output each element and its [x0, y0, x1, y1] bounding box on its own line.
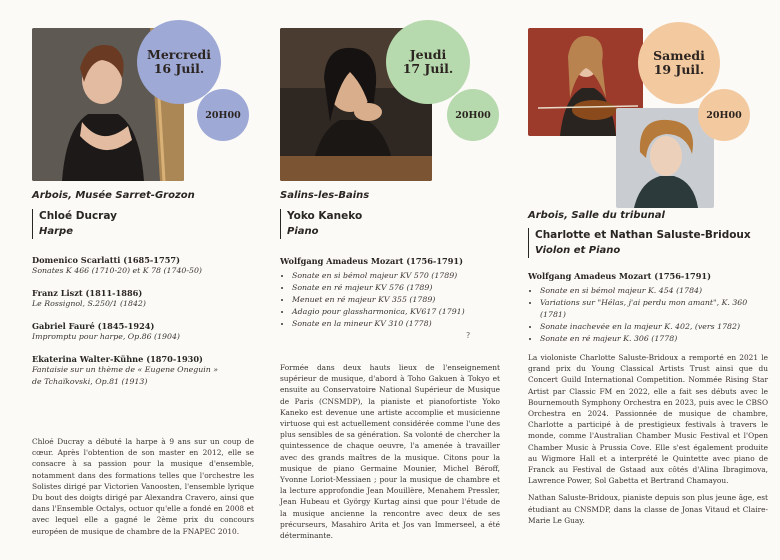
venue-label: Salins-les-Bains [280, 190, 370, 201]
concert-column-1 [0, 0, 260, 560]
concert-column-3 [520, 0, 780, 560]
bio-paragraph: Chloé Ducray a débuté la harpe à 9 ans sur un coup de cœur. Après l'obtention de son master en 2012, elle se consacre à sa passion pour la musique d'ensemble, notamment dans des formations telles que l'orchestre les Solistes dirigé par Victorien Vanoosten, l'ensemble lyrique Du bout des doigts dirigé par Alexandra Cravero, ainsi que dans l'Ensemble Octalys, octuor qu'elle a fondé en 2008 et avec lequel elle a gagné le 2ème prix du concours européen de musique de chambre de la FNAPEC 2010. [32, 437, 254, 536]
stray-mark: ? [466, 331, 471, 340]
venue-label: Arbois, Musée Sarret-Grozon [32, 190, 195, 201]
program-item [32, 288, 252, 310]
composer-name: Ekaterina Walter-Kühne (1870-1930) [32, 354, 203, 364]
artist-name: Charlotte et Nathan Saluste-Bridoux [535, 229, 751, 241]
bio-paragraph: La violoniste Charlotte Saluste-Bridoux a remporté en 2021 le grand prix du Young Classical Artists Trust ainsi que du Concert Guild International Competition. Nommée Rising Star Artist par Classic FM en 2022, elle a fait ses débuts avec le Bournemouth Symphony Orchestra en 2023, puis avec le CBSO Orchestra en 2024. Passionnée de musique de chambre, Charlotte a participé à de prestigieux festivals à travers le monde, comme l'Australian Chamber Music Festival et l'Open Chamber Music à Prussia Cove. Elle s'est également produite au Wigmore Hall et a interprété le Quintette avec piano de Franck au Festival de Gstaad aux côtés d'Alina Ibragimova, Lawrence Power, Sol Gabetta et Bertrand Chamayou. [528, 353, 768, 486]
date-label: 16 Juil. [153, 61, 205, 76]
instrument-label: Violon et Piano [535, 245, 621, 256]
work-title: • Sonate en ré majeur K. 306 (1778) [540, 333, 768, 345]
program-list [280, 256, 510, 330]
date-label: 17 Juil. [402, 61, 454, 76]
instrument-label: Harpe [39, 226, 73, 237]
bio-paragraph: Nathan Saluste-Bridoux, pianiste depuis son plus jeune âge, est étudiant au CNSMDP, dans la classe de Jonas Vitaud et Claire-Marie Le Guay. [528, 493, 768, 525]
artist-name: Chloé Ducray [39, 210, 117, 222]
work-title: • Sonate en la mineur KV 310 (1778) [292, 318, 510, 330]
artist-box [280, 209, 362, 239]
composer-name: Gabriel Fauré (1845-1924) [32, 321, 155, 331]
time-label: 20H00 [706, 109, 742, 121]
work-title: Sonates K 466 (1710-20) et K 78 (1740-50) [32, 266, 202, 275]
time-circle [197, 89, 249, 141]
work-title: Fantaisie sur un thème de « Eugene Oneguin » [32, 365, 218, 374]
program-item [32, 321, 252, 343]
program-list [528, 271, 768, 345]
time-label: 20H00 [205, 109, 241, 121]
time-circle [447, 89, 499, 141]
composer-name: Franz Liszt (1811-1886) [32, 288, 143, 298]
work-title: • Sonate en ré majeur KV 576 (1789) [292, 282, 510, 294]
work-title: • Variations sur "Hélas, j'ai perdu mon amant", K. 360 (1781) [540, 297, 768, 321]
date-circle-thursday [386, 20, 470, 104]
works-list [528, 285, 768, 345]
work-title: Impromptu pour harpe, Op.86 (1904) [32, 332, 180, 341]
artist-bio [280, 362, 500, 547]
work-title: • Adagio pour glassharmonica, KV617 (1791) [292, 306, 510, 318]
date-circle-saturday [638, 22, 720, 104]
date-label: 19 Juil. [653, 62, 705, 77]
work-title: • Sonate en si bémol majeur KV 570 (1789) [292, 270, 510, 282]
artist-bio [32, 436, 254, 543]
artist-box [32, 209, 117, 239]
composer-name: Wolfgang Amadeus Mozart (1756-1791) [528, 271, 711, 281]
date-circle-wednesday [137, 20, 221, 104]
venue-label: Arbois, Salle du tribunal [528, 210, 665, 221]
day-label: Samedi [653, 47, 705, 63]
work-title: • Sonate inachevée en la majeur K. 402, (vers 1782) [540, 321, 768, 333]
artist-name: Yoko Kaneko [287, 210, 363, 222]
work-title: • Sonate en si bémol majeur K. 454 (1784) [540, 285, 768, 297]
composer-name: Domenico Scarlatti (1685-1757) [32, 255, 180, 265]
bio-paragraph: Formée dans deux hauts lieux de l'enseignement supérieur de musique, d'abord à Toho Gakuen à Tokyo et ensuite au Conservatoire National Supérieur de Musique de Paris (CNSMDP), la pianiste et pianofortiste Yoko Kaneko est devenue une artiste accomplie et musicienne virtuose qui est actuellement considérée comme l'une des plus sensibles de sa génération. Sa volonté de chercher la quintessence de chaque oeuvre, l'a amenée à travailler avec des grands maîtres de la musique. Citons pour la musique de piano Germaine Mounier, Michel Béroff, Yvonne Loriot-Messiaen ; pour la musique de chambre et la lecture approfondie Jean Mouillère, Menahem Pressler, Jean Hubeau et György Kurtag ainsi que pour l'étude de la musique ancienne la rencontre avec deux de ses précurseurs, Masahiro Arita et Jos van Immerseel, a été déterminante. [280, 363, 500, 541]
work-title: Le Rossignol, S.250/1 (1842) [32, 299, 146, 308]
concert-column-2 [260, 0, 520, 560]
time-circle [698, 89, 750, 141]
work-title: • Menuet en ré majeur KV 355 (1789) [292, 294, 510, 306]
works-list [280, 270, 510, 330]
artist-box [528, 228, 751, 258]
composer-name: Wolfgang Amadeus Mozart (1756-1791) [280, 256, 463, 266]
artist-bio [528, 352, 768, 532]
program-item [32, 354, 252, 388]
instrument-label: Piano [287, 226, 319, 237]
work-title: de Tchaïkovski, Op.81 (1913) [32, 377, 148, 386]
program-item [32, 255, 252, 277]
program-list [32, 255, 252, 399]
day-label: Jeudi [409, 46, 447, 62]
time-label: 20H00 [455, 109, 491, 121]
day-label: Mercredi [146, 46, 211, 62]
